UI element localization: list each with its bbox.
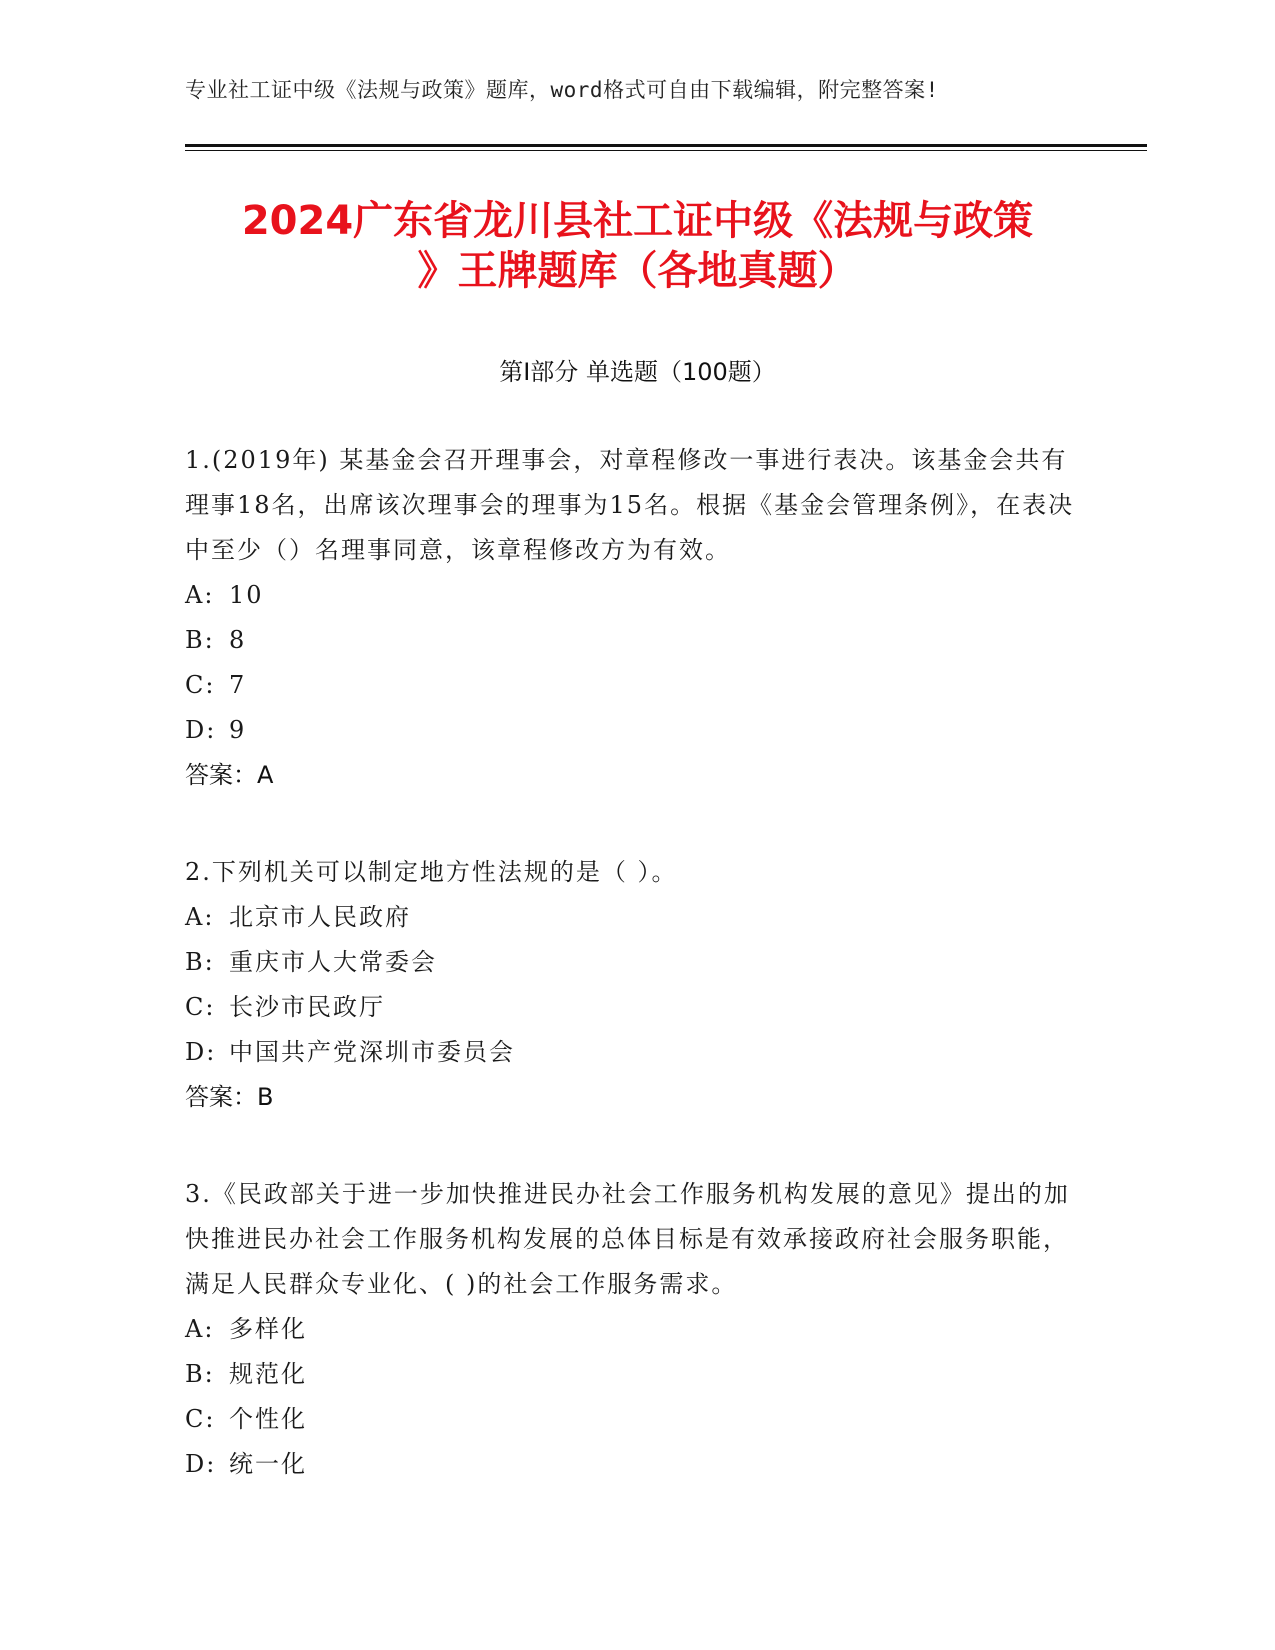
option-letter: A:: [185, 903, 215, 931]
option-c: [185, 985, 1075, 1030]
option-text: 10: [229, 581, 264, 609]
option-d: [185, 1442, 1075, 1487]
answer-line: 答案：B: [185, 1083, 274, 1111]
section-title: 第Ⅰ部分 单选题（100题）: [499, 358, 776, 386]
option-text: 重庆市人大常委会: [229, 948, 437, 976]
option-text: 中国共产党深圳市委员会: [229, 1038, 515, 1066]
option-letter: D:: [185, 1450, 217, 1478]
option-letter: B:: [185, 948, 215, 976]
document-title-line-2: 》王牌题库（各地真题）: [417, 248, 858, 294]
option-text: 7: [229, 671, 247, 699]
header-rule-thin: [185, 150, 1147, 151]
option-b: [185, 940, 1075, 985]
option-letter: D:: [185, 716, 217, 744]
option-text: 长沙市民政厅: [229, 993, 385, 1021]
question-stem: 1.(2019年) 某基金会召开理事会，对章程修改一事进行表决。该基金会共有理事18名，出席该次理事会的理事为15名。根据《基金会管理条例》，在表决中至少（）名理事同意，该章程修改方为有效。: [185, 446, 1075, 564]
option-text: 个性化: [229, 1405, 307, 1433]
option-text: 规范化: [229, 1360, 307, 1388]
option-letter: C:: [185, 671, 216, 699]
question-list: [185, 438, 1075, 1539]
option-b: [185, 618, 1075, 663]
option-letter: C:: [185, 1405, 216, 1433]
header-rule-thick: [185, 144, 1147, 147]
question-2: [185, 850, 1075, 1120]
header-note: 专业社工证中级《法规与政策》题库，word格式可自由下载编辑，附完整答案!: [185, 78, 939, 102]
option-a: [185, 895, 1075, 940]
option-a: [185, 573, 1075, 618]
option-text: 9: [229, 716, 247, 744]
option-text: 多样化: [229, 1315, 307, 1343]
question-3: [185, 1172, 1075, 1487]
answer-line: 答案：A: [185, 761, 274, 789]
option-a: [185, 1307, 1075, 1352]
question-stem: 3.《民政部关于进一步加快推进民办社会工作服务机构发展的意见》提出的加快推进民办社会工作服务机构发展的总体目标是有效承接政府社会服务职能，满足人民群众专业化、( )的社会工作服务需求。: [185, 1180, 1070, 1298]
question-1: [185, 438, 1075, 798]
option-d: [185, 1030, 1075, 1075]
option-letter: C:: [185, 993, 216, 1021]
option-letter: A:: [185, 581, 215, 609]
option-d: [185, 708, 1075, 753]
document-title: [185, 196, 1090, 296]
option-c: [185, 663, 1075, 708]
document-title-line-1: 2024广东省龙川县社工证中级《法规与政策: [241, 198, 1034, 244]
option-letter: B:: [185, 626, 215, 654]
option-b: [185, 1352, 1075, 1397]
option-letter: A:: [185, 1315, 215, 1343]
option-letter: B:: [185, 1360, 215, 1388]
option-text: 统一化: [229, 1450, 307, 1478]
option-c: [185, 1397, 1075, 1442]
question-stem: 2.下列机关可以制定地方性法规的是（ ）。: [185, 858, 678, 886]
option-text: 8: [229, 626, 247, 654]
option-letter: D:: [185, 1038, 217, 1066]
option-text: 北京市人民政府: [229, 903, 411, 931]
